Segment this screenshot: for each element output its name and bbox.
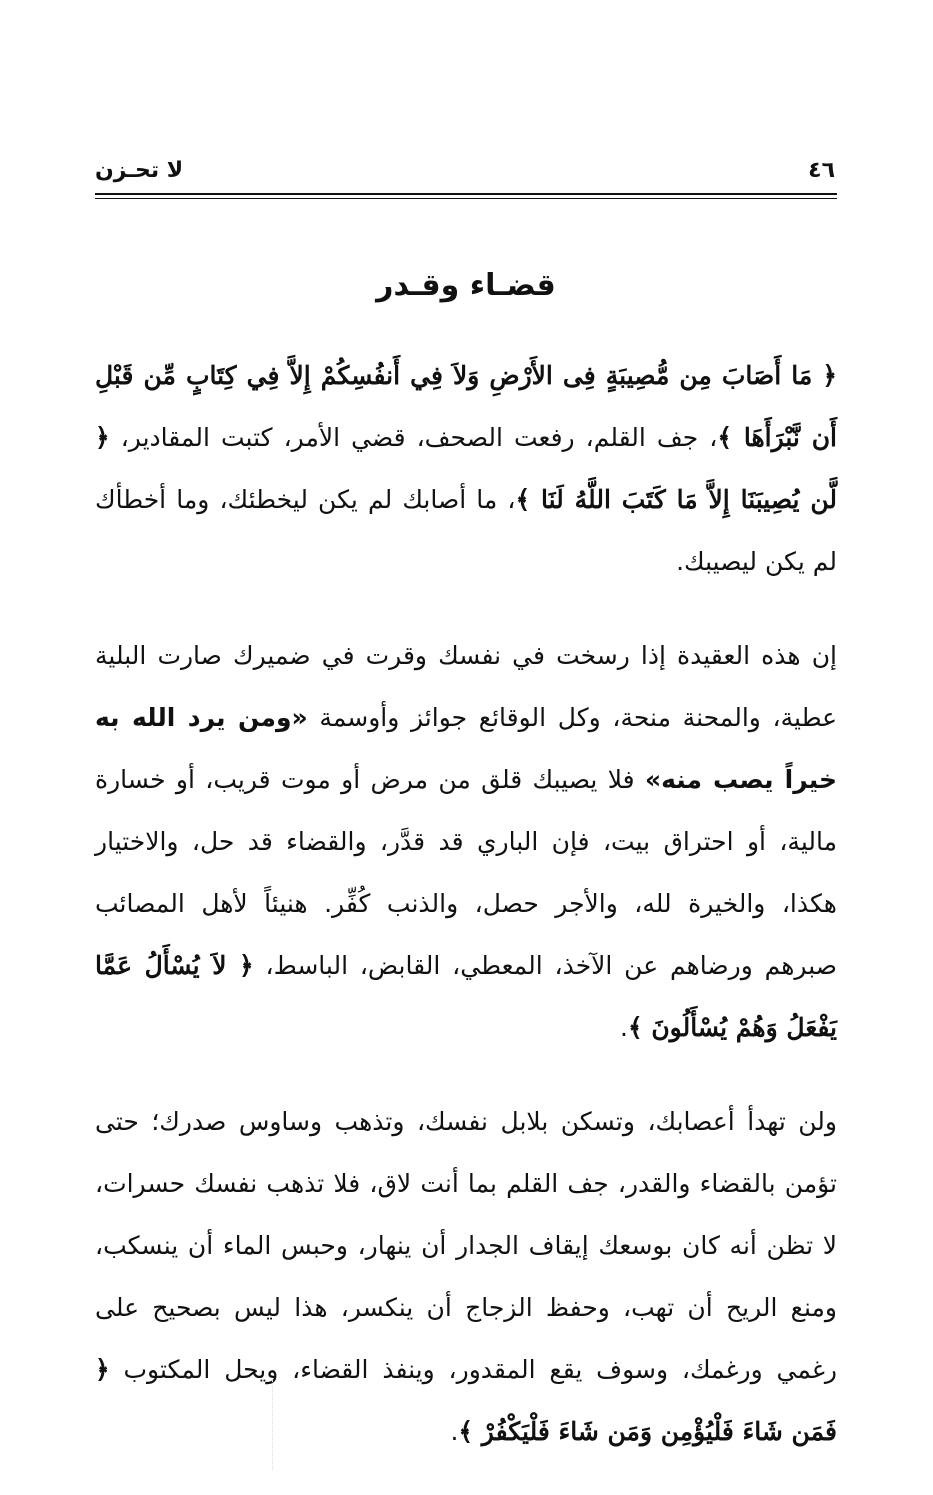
body-text: إن هذه العقيدة إذا رسخت في نفسك وقرت في ضميرك صارت البلية عطية، والمحنة منحة، وكل الوقائع جوائز وأوسمة <box>95 641 837 732</box>
hadith-quote: «ومن يرد الله به خيراً يصب منه» <box>95 703 837 794</box>
quran-verse: ﴿ لاَ يُسْأَلُ عَمَّا يَفْعَلُ وَهُمْ يُسْأَلُونَ ﴾ <box>95 951 837 1042</box>
body-text: ، ما أصابك لم يكن ليخطئك، وما أخطأك لم يكن ليصيبك. <box>95 485 837 576</box>
quran-verse: ﴿ مَا أَصَابَ مِن مُّصِيبَةٍ فِى الأَرْضِ وَلاَ فِي أَنفُسِكُمْ إِلاَّ فِي كِتَابٍ مِّن قَبْلِ أَن نَّبْرَأَهَا ﴾ <box>95 361 838 452</box>
page-number: ٤٦ <box>808 157 835 183</box>
quran-verse: ﴿ فَمَن شَاءَ فَلْيُؤْمِن وَمَن شَاءَ فَلْيَكْفُرْ ﴾ <box>95 1355 837 1446</box>
page-body <box>95 345 837 1495</box>
book-title: لا تحـزن <box>95 157 184 183</box>
body-text: فلا يصيبك قلق من مرض أو موت قريب، أو خسارة مالية، أو احتراق بيت، فإن الباري قد قدَّر، والقضاء قد حل، والاختيار هكذا، والخيرة لله، والأجر حصل، والذنب كُفِّر. هنيئاً لأهل المصائب صبرهم ورضاهم عن الآخذ، المعطي، القابض، الباسط، <box>95 765 837 980</box>
paragraph <box>95 625 837 1059</box>
chapter-title: قضـاء وقـدر <box>376 268 556 303</box>
header-rule <box>95 193 837 195</box>
body-text: . <box>620 1013 628 1042</box>
scan-artifact-line <box>272 1380 273 1470</box>
body-text: . <box>450 1417 459 1446</box>
running-header <box>95 150 835 190</box>
body-text: ولن تهدأ أعصابك، وتسكن بلابل نفسك، وتذهب وساوس صدرك؛ حتى تؤمن بالقضاء والقدر، جف القلم بما أنت لاق، فلا تذهب نفسك حسرات، لا تظن أنه كان بوسعك إيقاف الجدار أن ينهار، وحبس الماء أن ينسكب، ومنع الريح أن تهب، وحفظ الزجاج أن ينكسر، هذا ليس بصحيح على رغمي ورغمك، وسوف يقع المقدور، وينفذ القضاء، ويحل المكتوب <box>95 1107 837 1384</box>
paragraph <box>95 345 837 593</box>
paragraph <box>95 1091 837 1463</box>
header-rule-thin <box>95 198 837 199</box>
body-text: ، جف القلم، رفعت الصحف، قضي الأمر، كتبت المقادير، <box>109 423 718 452</box>
quran-verse: ﴿ لَّن يُصِيبَنَا إِلاَّ مَا كَتَبَ اللَّهُ لَنَا ﴾ <box>95 423 837 514</box>
